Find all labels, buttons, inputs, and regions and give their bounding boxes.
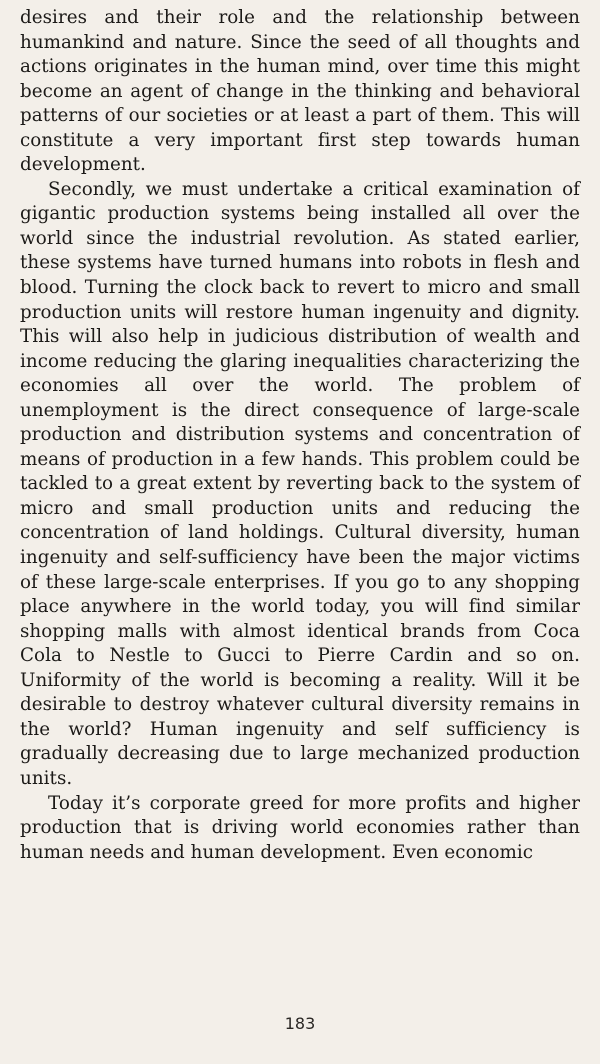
paragraph-1: desires and their role and the relationship between humankind and nature. Since the seed of all thoughts and actions originates in the human mind, over time this might become an agent of change in the thinking and behavioral patterns of our societies or at least a part of them. This will constitute a very important first step towards human development.: [20, 7, 580, 176]
page-number: 183: [284, 1014, 316, 1033]
paragraph-3: Today it’s corporate greed for more profits and higher production that is driving world economies rather than human needs and human development. Even economic: [20, 792, 580, 863]
paragraph-2: Secondly, we must undertake a critical examination of gigantic production systems being installed all over the world since the industrial revolution. As stated earlier, these systems have turned humans into robots in flesh and blood. Turning the clock back to revert to micro and small production units will restore human ingenuity and dignity. This will also help in judicious distribution of wealth and income reducing the glaring inequalities characterizing the economies all over the world. The problem of unemployment is the direct consequence of large-scale production and distribution systems and concentration of means of production in a few hands. This problem could be tackled to a great extent by reverting back to the system of micro and small production units and reducing the concentration of land holdings. Cultural diversity, human ingenuity and self-sufficiency have been the major victims of these large-scale enterprises. If you go to any shopping place anywhere in the world today, you will find similar shopping malls with almost identical brands from Coca Cola to Nestle to Gucci to Pierre Cardin and so on. Uniformity of the world is becoming a reality. Will it be desirable to destroy whatever cultural diversity remains in the world? Human ingenuity and self sufficiency is gradually decreasing due to large mechanized production units.: [20, 178, 580, 789]
